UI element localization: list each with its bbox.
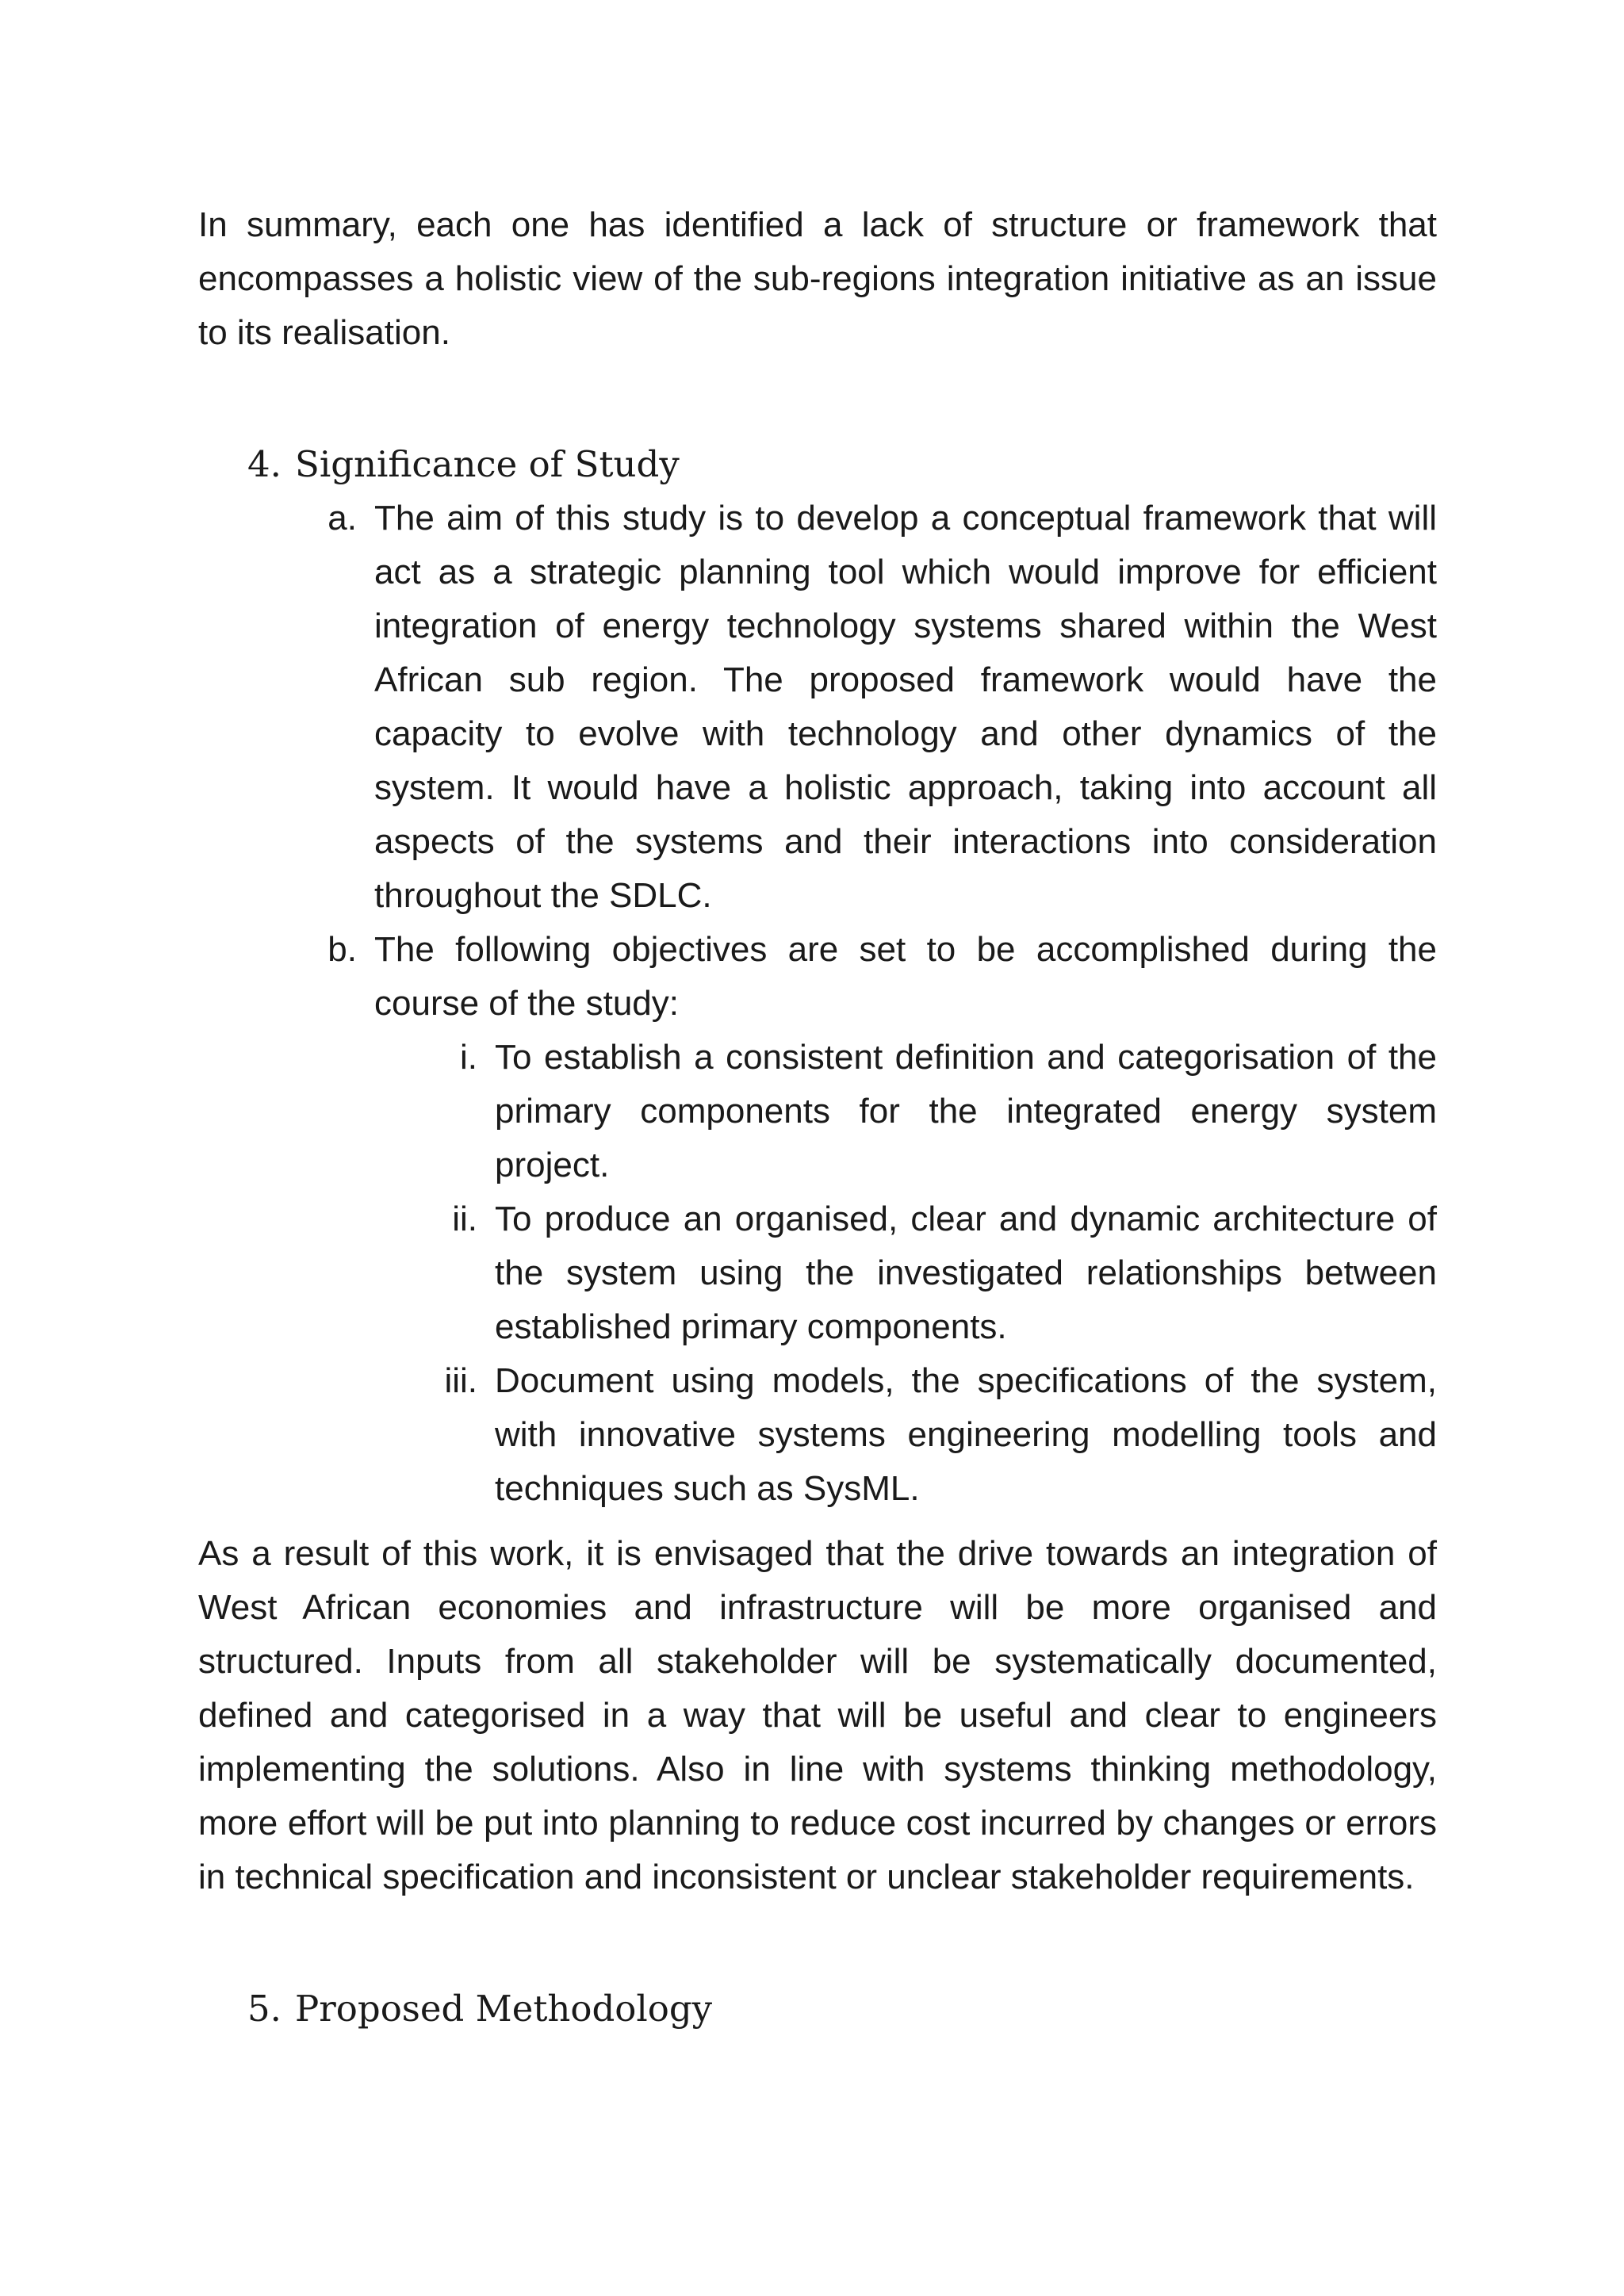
list-item-a-text: The aim of this study is to develop a conceptual framework that will act as a strategic planning tool which would improve for efficient integration of energy technology systems shared within the West African sub region. The proposed framework would have the capacity to evolve with technology and other dynamics of the system. It would have a holistic approach, taking into account all aspects of the systems and their interactions into consideration throughout the SDLC. [374, 499, 1437, 915]
objective-marker-ii: ii. [452, 1200, 477, 1238]
section-5-heading [198, 1982, 1437, 2036]
intro-paragraph: In summary, each one has identified a lack of structure or framework that encompasses a holistic view of the sub-regions integration initiative as an issue to its realisation. [198, 205, 1437, 352]
objective-item-ii [198, 1192, 1437, 1354]
objective-item-ii-text: To produce an organised, clear and dynamic architecture of the system using the investigated relationships between established primary components. [495, 1200, 1437, 1346]
list-marker-a: a. [327, 499, 357, 538]
objective-item-iii [198, 1354, 1437, 1516]
objective-item-i [198, 1031, 1437, 1192]
section-4-heading [198, 438, 1437, 492]
list-marker-b: b. [327, 930, 357, 969]
list-item-b [198, 923, 1437, 1031]
objective-item-i-text: To establish a consistent definition and categorisation of the primary components for the integrated energy system project. [495, 1038, 1437, 1184]
section-5-number: 5. [247, 1988, 282, 2030]
objective-item-iii-text: Document using models, the specifications of the system, with innovative systems engineering modelling tools and techniques such as SysML. [495, 1361, 1437, 1508]
section-5-title: Proposed Methodology [295, 1988, 713, 2030]
section-4-title: Significance of Study [295, 443, 680, 485]
list-item-b-text: The following objectives are set to be accomplished during the course of the study: [374, 930, 1437, 1023]
list-item-a [198, 492, 1437, 923]
document-page [198, 198, 1437, 2036]
closing-paragraph: As a result of this work, it is envisaged that the drive towards an integration of West African economies and infrastructure will be more organised and structured. Inputs from all stakeholder will be systematically documented, defined and categorised in a way that will be useful and clear to engineers implementing the solutions. Also in line with systems thinking methodology, more effort will be put into planning to reduce cost incurred by changes or errors in technical specification and inconsistent or unclear stakeholder requirements. [198, 1534, 1437, 1896]
objective-marker-i: i. [460, 1038, 477, 1077]
section-4-number: 4. [247, 443, 282, 485]
objective-marker-iii: iii. [444, 1361, 477, 1400]
